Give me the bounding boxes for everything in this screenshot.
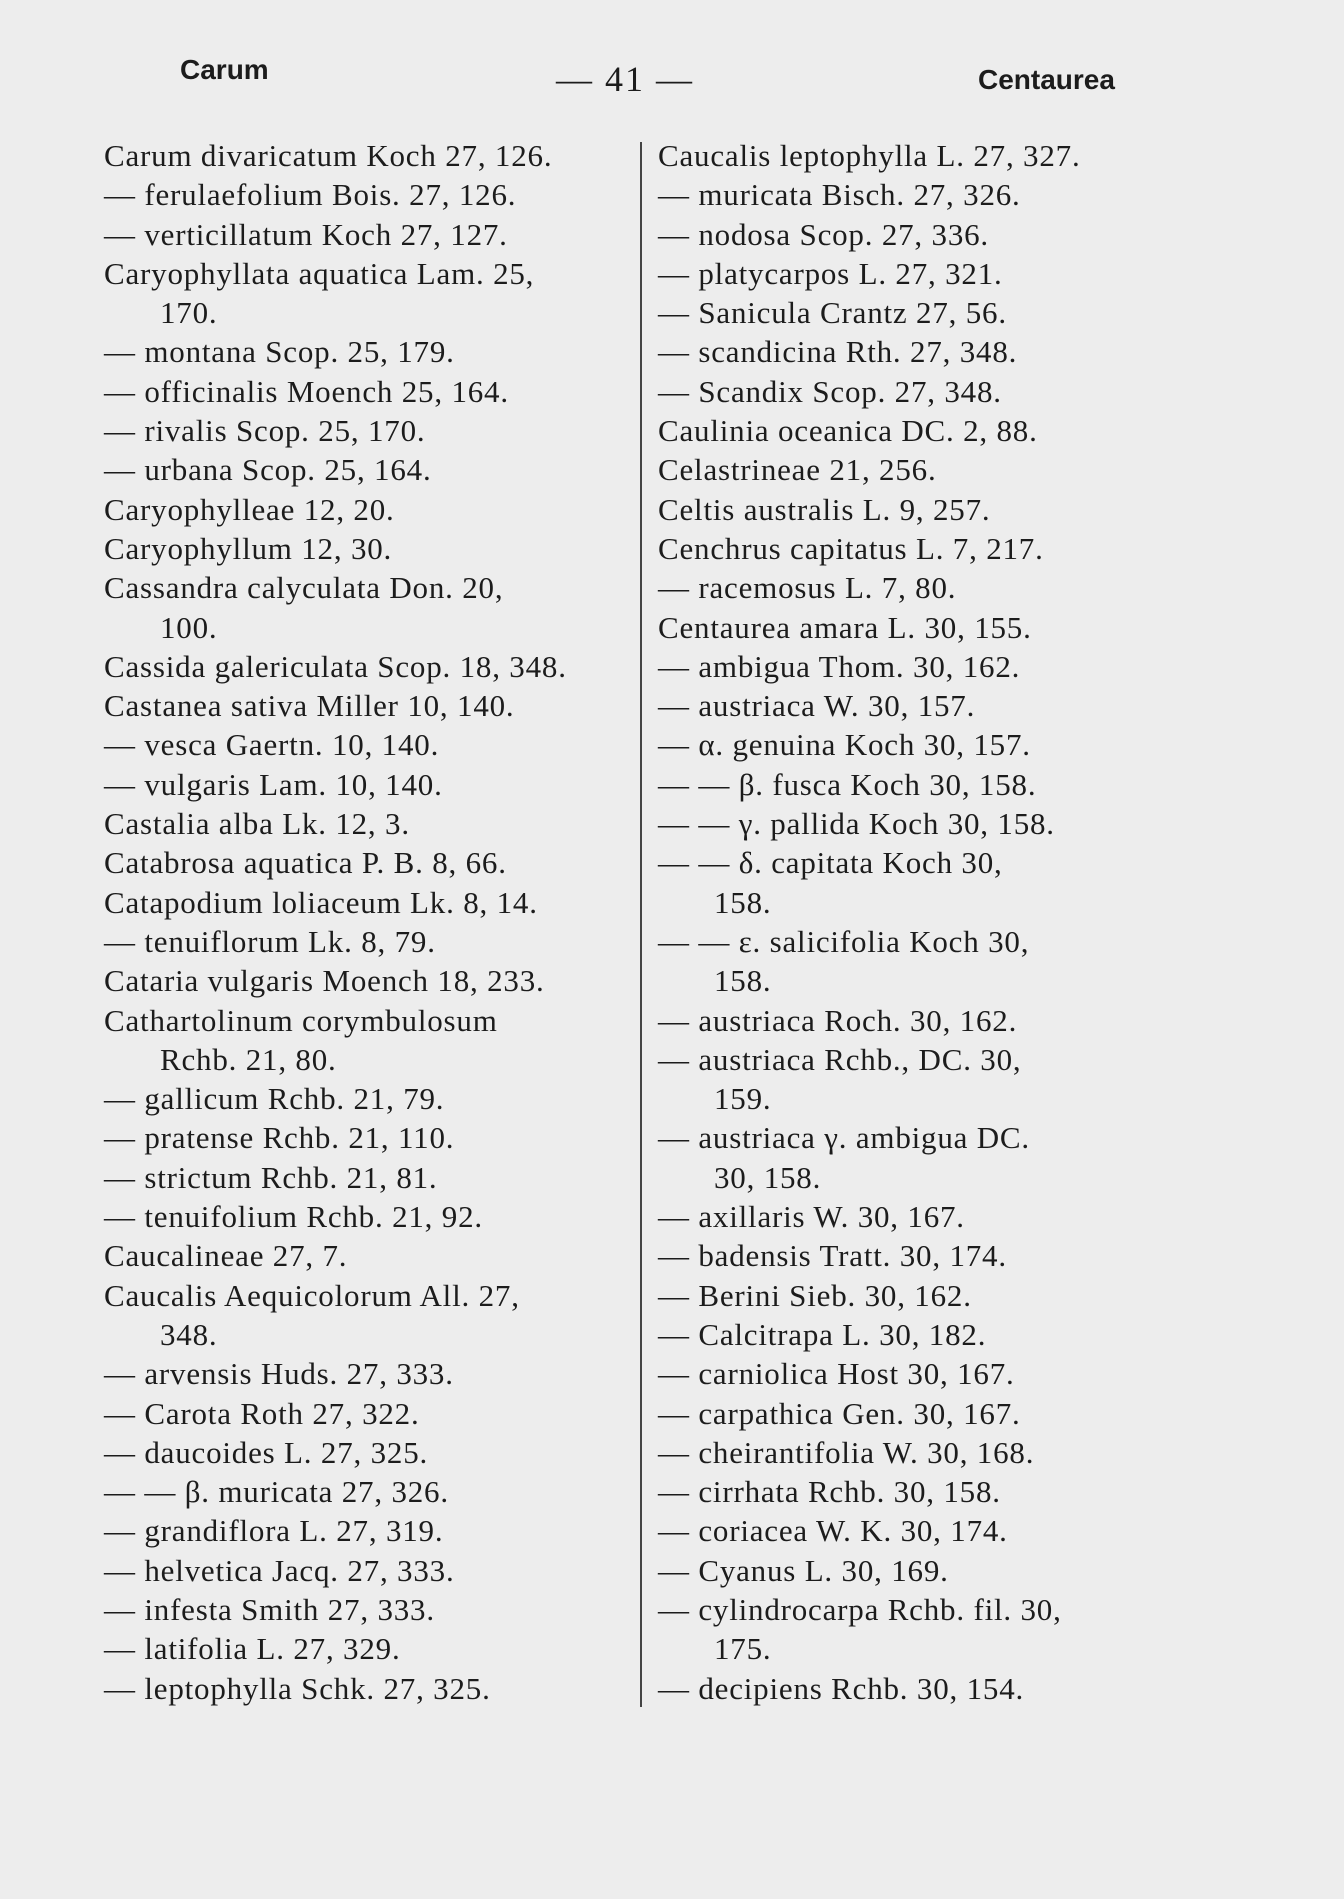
index-entry: Caucalis leptophylla L. 27, 327.	[658, 138, 1081, 173]
running-header	[0, 48, 1344, 98]
index-entry: — vulgaris Lam. 10, 140.	[104, 766, 443, 802]
index-entry: — pratense Rchb. 21, 110.	[104, 1120, 455, 1156]
index-entry: — latifolia L. 27, 329.	[104, 1631, 401, 1667]
index-entry: — helvetica Jacq. 27, 333.	[104, 1552, 455, 1588]
index-entry-continuation: 159.	[714, 1081, 772, 1117]
index-entry-continuation: 100.	[160, 609, 218, 645]
index-entry: Centaurea amara L. 30, 155.	[658, 609, 1032, 645]
index-entry: Caucalineae 27, 7.	[104, 1238, 348, 1274]
index-entry-continuation: 30, 158.	[714, 1159, 822, 1195]
index-entry: — Calcitrapa L. 30, 182.	[658, 1316, 987, 1352]
index-entry: Castalia alba Lk. 12, 3.	[104, 806, 410, 842]
index-entry: Celastrineae 21, 256.	[658, 452, 937, 488]
index-entry: — arvensis Huds. 27, 333.	[104, 1356, 454, 1392]
index-entry: — ferulaefolium Bois. 27, 126.	[104, 177, 517, 213]
index-entry: — Carota Roth 27, 322.	[104, 1395, 420, 1431]
index-entry: Caryophylleae 12, 20.	[104, 491, 395, 527]
index-entry: — officinalis Moench 25, 164.	[104, 373, 509, 409]
index-entry: Cathartolinum corymbulosum	[104, 1002, 498, 1038]
index-entry: — scandicina Rth. 27, 348.	[658, 334, 1018, 370]
index-entry: Caucalis Aequicolorum All. 27,	[104, 1277, 520, 1313]
index-entry-continuation: Rchb. 21, 80.	[160, 1041, 337, 1077]
index-entry: Cassida galericulata Scop. 18, 348.	[104, 648, 567, 684]
index-entry-continuation: 158.	[714, 884, 772, 920]
index-entry: — grandiflora L. 27, 319.	[104, 1513, 444, 1549]
index-entry: — gallicum Rchb. 21, 79.	[104, 1081, 445, 1117]
index-entry: Castanea sativa Miller 10, 140.	[104, 688, 515, 724]
index-entry-continuation: 175.	[714, 1631, 772, 1667]
index-entry-continuation: 170.	[160, 295, 218, 331]
index-entry: — coriacea W. K. 30, 174.	[658, 1513, 1008, 1549]
index-entry: — austriaca γ. ambigua DC.	[658, 1120, 1030, 1156]
index-entry: — badensis Tratt. 30, 174.	[658, 1238, 1007, 1274]
index-entry: Caulinia oceanica DC. 2, 88.	[658, 413, 1038, 449]
index-entry: — Berini Sieb. 30, 162.	[658, 1277, 972, 1313]
index-entry: — α. genuina Koch 30, 157.	[658, 727, 1031, 763]
right-index-column	[658, 136, 1178, 1708]
index-entry: Catabrosa aquatica P. B. 8, 66.	[104, 845, 507, 881]
index-entry: — Sanicula Crantz 27, 56.	[658, 295, 1007, 331]
index-entry: — daucoides L. 27, 325.	[104, 1434, 429, 1470]
index-entry: — — δ. capitata Koch 30,	[658, 845, 1003, 881]
index-entry: — muricata Bisch. 27, 326.	[658, 177, 1021, 213]
index-entry: Caryophyllum 12, 30.	[104, 530, 393, 566]
index-entry: — carniolica Host 30, 167.	[658, 1356, 1015, 1392]
index-entry: — axillaris W. 30, 167.	[658, 1199, 965, 1235]
index-entry: Caryophyllata aquatica Lam. 25,	[104, 255, 535, 291]
index-entry: — montana Scop. 25, 179.	[104, 334, 455, 370]
index-entry: — tenuiflorum Lk. 8, 79.	[104, 923, 436, 959]
index-entry: — nodosa Scop. 27, 336.	[658, 216, 989, 252]
index-entry: — ambigua Thom. 30, 162.	[658, 648, 1021, 684]
index-entry: — infesta Smith 27, 333.	[104, 1591, 435, 1627]
index-entry-continuation: 348.	[160, 1316, 218, 1352]
index-entry: — decipiens Rchb. 30, 154.	[658, 1670, 1025, 1706]
index-entry: Cataria vulgaris Moench 18, 233.	[104, 963, 545, 999]
header-right-keyword: Centaurea	[978, 64, 1115, 95]
index-entry: — cylindrocarpa Rchb. fil. 30,	[658, 1591, 1062, 1627]
header-left-keyword: Carum	[180, 54, 269, 85]
index-entry: — Scandix Scop. 27, 348.	[658, 373, 1002, 409]
index-entry: — carpathica Gen. 30, 167.	[658, 1395, 1021, 1431]
index-entry: — Cyanus L. 30, 169.	[658, 1552, 949, 1588]
index-entry: — austriaca W. 30, 157.	[658, 688, 976, 724]
index-entry: — racemosus L. 7, 80.	[658, 570, 957, 606]
index-entry: — platycarpos L. 27, 321.	[658, 255, 1003, 291]
index-entry: — — ε. salicifolia Koch 30,	[658, 923, 1030, 959]
index-entry: Cassandra calyculata Don. 20,	[104, 570, 504, 606]
index-entry: — austriaca Roch. 30, 162.	[658, 1002, 1018, 1038]
index-entry: Catapodium loliaceum Lk. 8, 14.	[104, 884, 538, 920]
index-entry: — strictum Rchb. 21, 81.	[104, 1159, 438, 1195]
index-entry: — vesca Gaertn. 10, 140.	[104, 727, 440, 763]
index-entry: — — β. muricata 27, 326.	[104, 1474, 449, 1510]
column-divider	[640, 142, 642, 1707]
index-entry: — cheirantifolia W. 30, 168.	[658, 1434, 1035, 1470]
index-entry: — leptophylla Schk. 27, 325.	[104, 1670, 491, 1706]
index-entry: Cenchrus capitatus L. 7, 217.	[658, 530, 1044, 566]
index-entry: — tenuifolium Rchb. 21, 92.	[104, 1199, 483, 1235]
index-entry: Carum divaricatum Koch 27, 126.	[104, 138, 553, 173]
index-entry: — — γ. pallida Koch 30, 158.	[658, 806, 1055, 842]
left-index-column	[104, 136, 634, 1708]
index-entry: Celtis australis L. 9, 257.	[658, 491, 991, 527]
index-entry: — — β. fusca Koch 30, 158.	[658, 766, 1037, 802]
index-entry: — cirrhata Rchb. 30, 158.	[658, 1474, 1001, 1510]
index-entry: — austriaca Rchb., DC. 30,	[658, 1041, 1022, 1077]
index-entry: — verticillatum Koch 27, 127.	[104, 216, 508, 252]
page-number: — 41 —	[556, 59, 694, 99]
index-entry: — urbana Scop. 25, 164.	[104, 452, 432, 488]
index-entry-continuation: 158.	[714, 963, 772, 999]
index-entry: — rivalis Scop. 25, 170.	[104, 413, 426, 449]
